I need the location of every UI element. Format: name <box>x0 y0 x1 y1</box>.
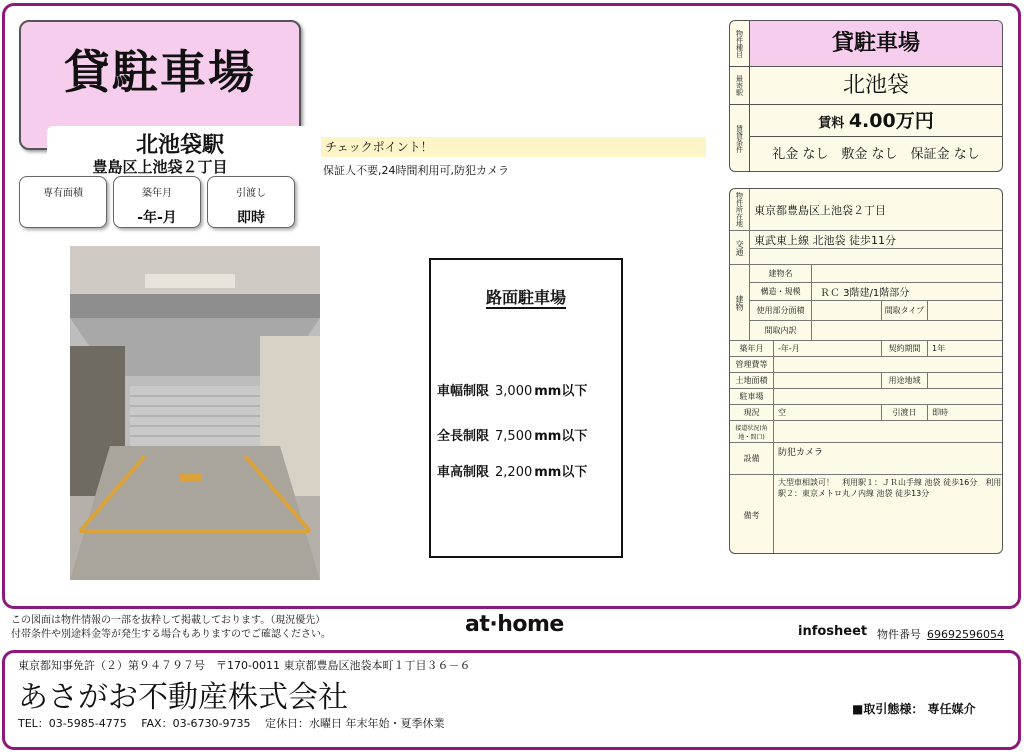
spec-height-label: 車高制限 <box>437 465 490 480</box>
address: 豊島区上池袋２丁目 <box>92 158 228 176</box>
spec-width-value: 3,000 <box>495 384 533 399</box>
mgmt-value <box>774 357 1003 373</box>
info-area <box>19 176 107 228</box>
spec-width-label: 車幅制限 <box>437 384 490 399</box>
footer-notes <box>11 614 331 642</box>
area-label: 使用部分面積 <box>750 301 812 321</box>
built-label: 築年月 <box>730 341 774 357</box>
land-label: 土地面積 <box>730 373 774 389</box>
cond-label: 賃貸条件 <box>730 105 750 172</box>
mgmt-label: 管理費等 <box>730 357 774 373</box>
company-name: あさがお不動産株式会社 <box>18 680 348 715</box>
type-label: 物件種目 <box>730 21 750 67</box>
parking-photo <box>70 246 320 580</box>
spec-box <box>429 258 623 558</box>
structure-value: ＲＣ 3階建/1階部分 <box>812 283 1003 301</box>
info-delivery-value: 即時 <box>237 210 265 226</box>
parking-value <box>774 389 1003 405</box>
zone-label: 用途地域 <box>882 373 928 389</box>
equip-value: 防犯カメラ <box>774 443 1003 475</box>
equip-label: 設備 <box>730 443 774 475</box>
bukken-label: 物件番号 <box>877 628 921 641</box>
parking-label: 駐車場 <box>730 389 774 405</box>
layout-value <box>928 301 1003 321</box>
building-name-label: 建物名 <box>750 265 812 283</box>
info-built <box>113 176 201 228</box>
station-value: 北池袋 <box>750 67 1002 105</box>
building-label: 建物 <box>730 265 750 341</box>
traffic-text: 東武東上線 北池袋 徒歩11分 <box>754 233 896 247</box>
summary-table <box>729 20 1003 172</box>
status-value: 空 <box>774 405 882 421</box>
spec-height <box>437 461 587 480</box>
company-contact: TEL：03-5985-4775 FAX：03-6730-9735 定休日：水曜日 年末年始・夏季休業 <box>18 717 445 730</box>
remarks-value: 大型車相談可！ 利用駅１：ＪＲ山手線 池袋 徒歩16分 利用駅２：東京メトロ丸ノ内線 池袋 徒歩13分 <box>778 478 1002 498</box>
built-value: -年-月 <box>774 341 882 357</box>
spec-length-label: 全長制限 <box>437 429 490 444</box>
type-value: 貸駐車場 <box>750 21 1002 67</box>
traffic-empty <box>750 249 1003 265</box>
checkpoint-title: チェックポイント！ <box>321 137 706 157</box>
info-built-value: -年-月 <box>137 210 177 226</box>
rent-row <box>750 105 1002 137</box>
info-delivery-label: 引渡し <box>236 188 266 199</box>
status-label: 現況 <box>730 405 774 421</box>
floor-label: 間取内訳 <box>750 321 812 341</box>
footer-note-1: この図面は物件情報の一部を抜粋して掲載しております。（現況優先） <box>11 615 326 626</box>
spec-width <box>437 380 587 399</box>
delivery-label: 引渡日 <box>882 405 928 421</box>
title-box <box>19 20 301 158</box>
road-label: 接道状況(角地・間口) <box>730 421 774 443</box>
fees: 礼金 なし 敷金 なし 保証金 なし <box>772 147 980 162</box>
spec-width-unit: mm以下 <box>534 384 588 399</box>
station-label-v: 最寄駅 <box>730 67 750 105</box>
layout-label: 間取タイプ <box>882 301 928 321</box>
rent-label: 賃料 <box>818 116 845 131</box>
structure-label: 構造・規模 <box>750 283 812 301</box>
info-built-label: 築年月 <box>142 188 172 199</box>
spec-length <box>437 425 587 444</box>
area-value <box>812 301 882 321</box>
infosheet-label: infosheet <box>798 624 868 639</box>
location-label: 物件所在地 <box>730 189 750 231</box>
floor-value <box>812 321 1003 341</box>
spec-height-unit: mm以下 <box>534 465 588 480</box>
transaction-type: ■取引態様： 専任媒介 <box>852 702 976 716</box>
info-delivery <box>207 176 295 228</box>
bukken-number <box>877 626 1004 642</box>
page-title: 貸駐車場 <box>64 45 256 99</box>
land-value <box>774 373 882 389</box>
location-value: 東京都豊島区上池袋２丁目 <box>750 189 1003 231</box>
bukken-value: 69692596054 <box>927 628 1004 641</box>
company-license: 東京都知事免許（２）第９４７９７号 〒170-0011 東京都豊島区池袋本町１丁目３６－６ <box>18 659 471 672</box>
contract-label: 契約期間 <box>882 341 928 357</box>
spec-height-value: 2,200 <box>495 465 533 480</box>
spec-length-unit: mm以下 <box>534 429 588 444</box>
checkpoint-text: 保証人不要,24時間利用可,防犯カメラ <box>323 164 509 177</box>
info-area-label: 専有面積 <box>43 188 83 199</box>
footer-note-2: 付帯条件や別途料金等が発生する場合もありますのでご確認ください。 <box>11 629 331 640</box>
detail-table <box>729 188 1003 554</box>
traffic-label: 交通 <box>730 231 750 265</box>
remarks-label: 備考 <box>730 475 774 554</box>
athome-logo: at·home <box>465 612 564 637</box>
contract-value: 1年 <box>928 341 1003 357</box>
road-value <box>774 421 1003 443</box>
zone-value <box>928 373 1003 389</box>
spec-length-value: 7,500 <box>495 429 533 444</box>
delivery-value: 即時 <box>928 405 1003 421</box>
spec-title: 路面駐車場 <box>485 288 566 307</box>
station-label: 北池袋駅 <box>47 126 313 166</box>
traffic-value <box>750 231 1003 249</box>
building-name-value <box>812 265 1003 283</box>
rent-value: 4.00万円 <box>848 110 934 132</box>
